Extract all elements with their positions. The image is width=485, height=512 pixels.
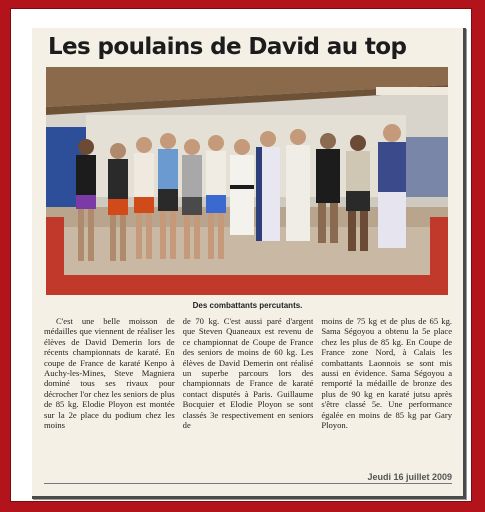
paragraph: de 70 kg. C'est aussi paré d'argent que Steven Quaneaux est revenu de ce championnat de Coupe de France des seniors de moins de 60 kg. Les élèves de David Demerin ont réalisé un superbe parcours lors des championnats de France de karaté contact disputés à Paris. Guillaume Bocquier et Elodie Ployon se sont classés 3e respectivement en seniors de [182, 316, 314, 431]
photo-frame [10, 8, 472, 502]
article-column-2 [183, 316, 314, 466]
divider [44, 483, 452, 484]
photo-caption: Des combattants percutants. [192, 301, 303, 310]
article-body [44, 316, 452, 466]
paragraph: C'est une belle moisson de médailles que viennent de réaliser les élèves de David Demerin lors de récents championnats de karaté. En coupe de France de karaté Kenpo à Auchy-les-Mines, Steve Magniera dominé tous ses rivaux pour décrocher l'or chez les seniors de plus de 85 kg. Elodie Ployon est montée sur la 2e place du podium chez les moins [44, 316, 175, 431]
article-column-3 [321, 316, 452, 466]
headline: Les poulains de David au top [48, 34, 407, 60]
newspaper-clipping [32, 28, 466, 499]
team-photo-illustration [46, 67, 448, 295]
team-photo [46, 67, 448, 295]
article-column-1 [44, 316, 175, 466]
publication-date: Jeudi 16 juillet 2009 [367, 472, 452, 482]
paragraph: moins de 75 kg et de plus de 65 kg. Sama Ségoyou a obtenu la 5e place chez les plus de 85 kg. En Coupe de France zone Nord, à Calais les combattants Laonnois se sont mis aussi en évidence. Sama Ségoyou a remporté la médaille de bronze des plus de 90 kg en karaté jutsu après s'être classé 5e. Une performance égalée en moins de 85 kg par Gary Ployon. [321, 316, 453, 431]
